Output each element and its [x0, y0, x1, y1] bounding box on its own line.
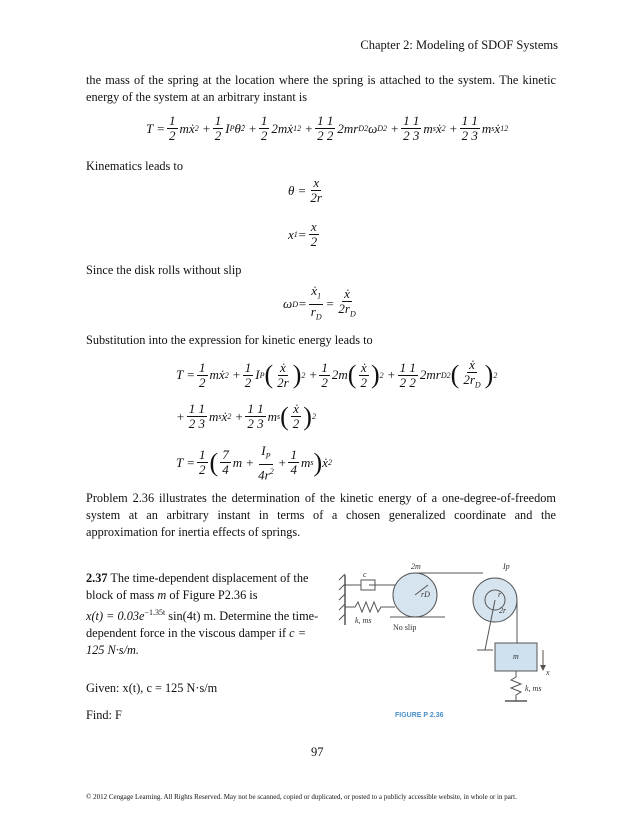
page-header: Chapter 2: Modeling of SDOF Systems	[360, 38, 558, 52]
displacement-equation: x(t) = 0.03e	[86, 609, 145, 624]
substituted-equation-line3: T = $\frac{1}{2}$ ( $\frac{7}{4}$ m + $\frac{I_P}{4r^2}$ + $\frac{1}{4}$ m s ) ẋ 2	[176, 443, 332, 482]
label-rD: rD	[421, 590, 430, 599]
omega-equation: ω D = $\frac{ẋ_1}{r_D}$ = $\frac{\text{ẋ}}{2r_D}$	[283, 283, 356, 322]
problem-text-b: of Figure P2.36 is	[166, 588, 258, 602]
exponent: −1.35t	[144, 608, 166, 617]
substituted-equation-line1: T = $\frac{1}{2}$ mẋ 2 + $\frac{1}{2}$ I P ( $\frac{\text{ẋ}}{2r}$ ) 2 + $\frac{1}{2}$ 2m ( $\frac{\text{ẋ}}{2}$ ) 2 + $\frac{1 1}{2 2}$ 2mr D 2 ( $\frac{\text{ẋ}}{2r_D}$ ) 2	[176, 357, 498, 390]
find-line: Find: F	[86, 708, 122, 722]
label-2r: 2r	[499, 606, 507, 615]
label-m: m	[513, 652, 519, 661]
mass-symbol: m	[157, 588, 167, 602]
equation-tail: sin(4t) m. Determine the time-dependent force in the viscous damper if	[86, 609, 319, 641]
kinetic-energy-equation: T = $\frac{1}{2}$ mẋ 2 + $\frac{1}{2}$ I P θ̇ 2 + $\frac{1}{2}$ 2mẋ 1 2 + $\frac{1 1}{2 2}$ 2mr D 2 ω D 2 + $\frac{1 1}{2 3}$ m s ẋ 2 + $\frac{1 1}{2 3}$ m s ẋ 1 2	[146, 113, 509, 143]
theta-equation: θ = $\frac{x}{2r}$	[288, 175, 322, 205]
figure-p2-36	[335, 555, 550, 725]
damper	[345, 580, 395, 590]
label-no-slip: No slip	[393, 623, 417, 632]
substituted-equation-line2: + $\frac{1 1}{2 3}$ m s ẋ 2 + $\frac{1 1}{2 3}$ m s ( $\frac{\text{ẋ}}{2}$ ) 2	[176, 401, 316, 431]
problem-number: 2.37	[86, 571, 108, 585]
label-k-ms-bottom: k, ms	[525, 684, 542, 693]
damping-value: c = 125 N·s/m.	[86, 626, 307, 658]
spring-left	[345, 602, 395, 612]
x1-equation: x 1 = $\frac{x}{2}$	[288, 219, 318, 249]
intro-paragraph: the mass of the spring at the location where the spring is attached to the system. The kinetic energy of the system at an arbitrary instant is	[86, 73, 556, 104]
conclusion-paragraph: Problem 2.36 illustrates the determination of the kinetic energy of a one-degree-of-freedom system at an arbitrary instant in terms of a chosen generalized coordinate and the approximation for inertia effects of springs.	[86, 491, 556, 539]
disk-label: Since the disk rolls without slip	[86, 263, 242, 277]
kinematics-label: Kinematics leads to	[86, 159, 183, 173]
substitution-label: Substitution into the expression for kinetic energy leads to	[86, 333, 373, 347]
label-k-ms: k, ms	[355, 616, 372, 625]
copyright-footer: © 2012 Cengage Learning. All Rights Reserved. May not be scanned, copied or duplicated, or posted to a publicly accessible website, in whole or in part.	[86, 793, 517, 801]
label-c: c	[363, 570, 367, 579]
page-number: 97	[311, 745, 324, 759]
given-line: Given: x(t), c = 125 N·s/m	[86, 681, 218, 695]
label-x: x	[546, 668, 550, 677]
problem-statement	[86, 570, 326, 659]
label-2m: 2m	[411, 562, 421, 571]
figure-caption: FIGURE P 2.36	[395, 712, 444, 719]
label-r: r	[498, 590, 502, 599]
wall	[339, 574, 345, 625]
label-Ip: Ip	[503, 562, 510, 571]
problem-text-a: The time-dependent displacement of the block of mass	[86, 571, 309, 602]
spring-bottom	[511, 671, 521, 701]
